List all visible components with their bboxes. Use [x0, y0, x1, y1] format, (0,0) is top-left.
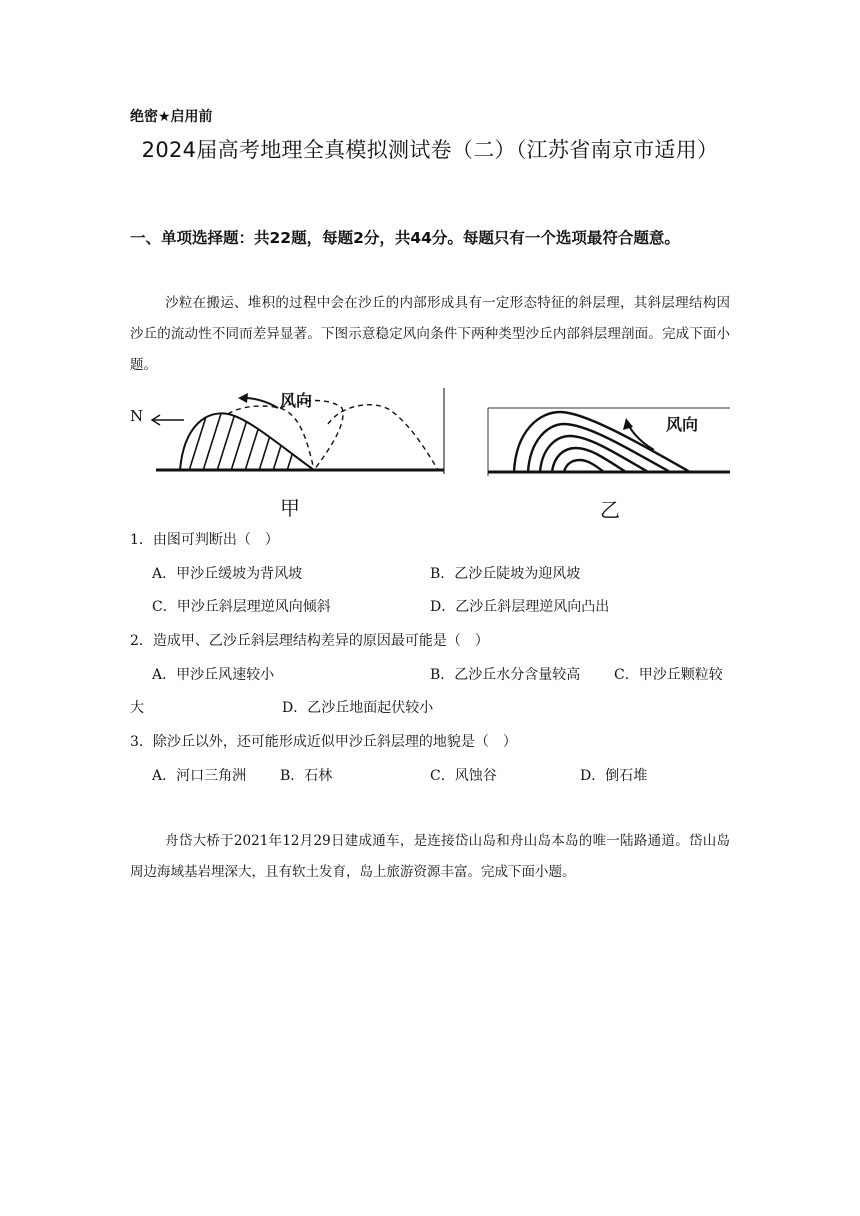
caption-jia: 甲	[280, 496, 300, 520]
question-1-stem: 1．由图可判断出（ ）	[130, 532, 279, 548]
q3-option-a: A．河口三角洲	[152, 768, 247, 784]
q1-option-a: A．甲沙丘缓坡为背风坡	[152, 566, 303, 582]
q3-option-c: C．风蚀谷	[430, 768, 497, 784]
confidential-label: 绝密★启用前	[130, 109, 213, 125]
north-label: N	[130, 407, 144, 425]
q2-option-c-cont: 大	[130, 700, 144, 716]
passage-1: 沙粒在搬运、堆积的过程中会在沙丘的内部形成具有一定形态特征的斜层理，其斜层理结构因沙丘的流动性不同而差异显著。下图示意稳定风向条件下两种类型沙丘内部斜层理剖面。完成下面小题。	[130, 295, 730, 373]
q2-option-a: A．甲沙丘风速较小	[152, 667, 275, 683]
section-heading: 一、单项选择题：共22题，每题2分，共44分。每题只有一个选项最符合题意。	[130, 229, 680, 247]
q3-option-d: D．倒石堆	[580, 768, 648, 784]
question-3-stem: 3．除沙丘以外，还可能形成近似甲沙丘斜层理的地貌是（ ）	[130, 734, 517, 750]
q1-option-d: D．乙沙丘斜层理逆风向凸出	[430, 599, 610, 615]
question-2-stem: 2．造成甲、乙沙丘斜层理结构差异的原因最可能是（ ）	[130, 633, 489, 649]
page-title: 2024届高考地理全真模拟测试卷（二）（江苏省南京市适用）	[141, 138, 719, 162]
passage-2: 舟岱大桥于2021年12月29日建成通车，是连接岱山岛和舟山岛本岛的唯一陆路通道。岱山岛周边海域基岩埋深大，且有软土发育，岛上旅游资源丰富。完成下面小题。	[130, 833, 730, 880]
q1-option-c: C．甲沙丘斜层理逆风向倾斜	[152, 599, 331, 615]
caption-yi: 乙	[600, 498, 620, 522]
q3-option-b: B．石林	[280, 768, 333, 784]
wind-label-left: 风向	[280, 391, 313, 410]
q2-option-d: D．乙沙丘地面起伏较小	[282, 700, 434, 716]
q2-option-c: C．甲沙丘颗粒较	[614, 667, 723, 683]
q1-option-b: B．乙沙丘陡坡为迎风坡	[430, 566, 581, 582]
q2-option-b: B．乙沙丘水分含量较高	[430, 667, 581, 683]
wind-label-right: 风向	[666, 415, 699, 434]
